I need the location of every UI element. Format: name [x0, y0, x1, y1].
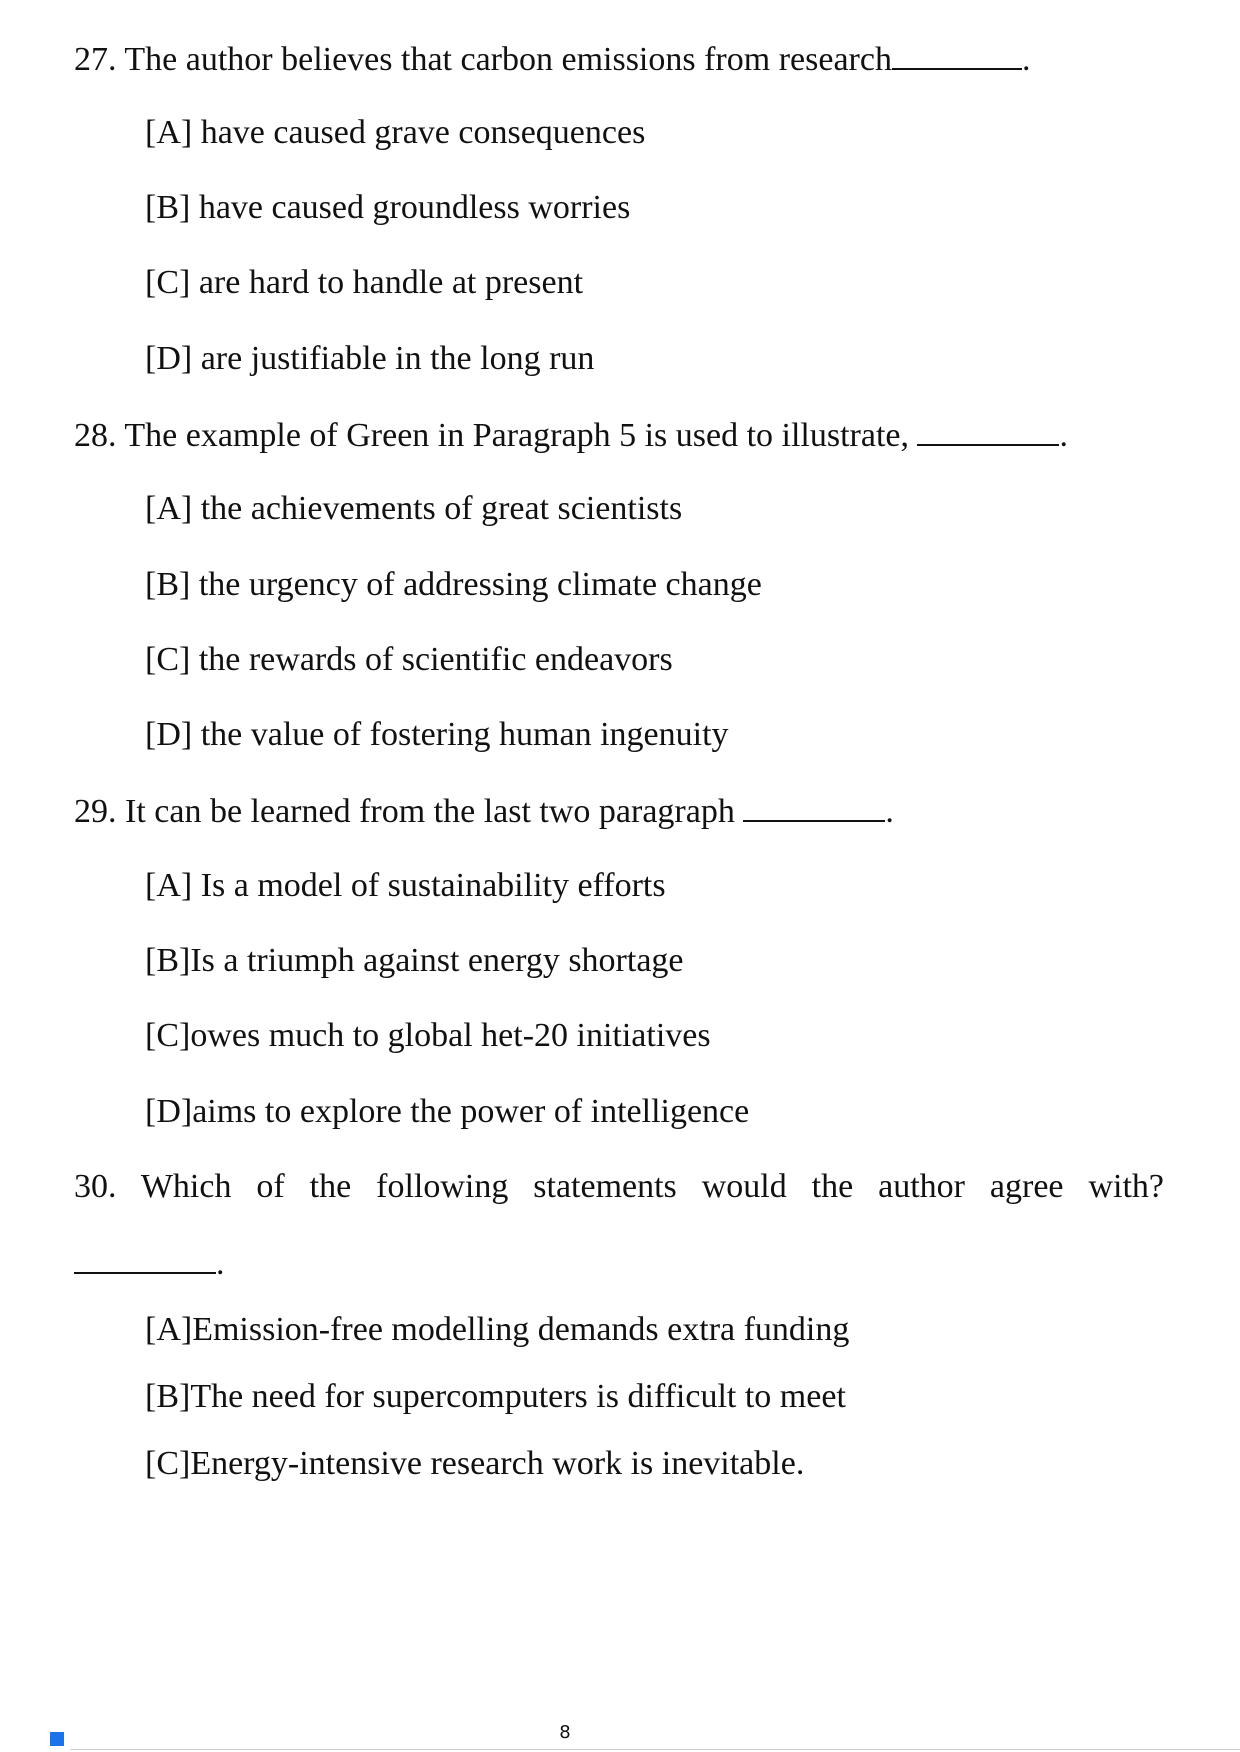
question-27-stem — [74, 38, 1030, 80]
answer-blank-27 — [892, 38, 1022, 70]
question-29-option-a: [A] Is a model of sustainability efforts — [145, 867, 666, 904]
question-27-option-a: [A] have caused grave consequences — [145, 114, 646, 151]
question-30-blank-line — [74, 1242, 225, 1284]
page-bottom-divider — [70, 1749, 1240, 1750]
answer-blank-30 — [74, 1242, 216, 1274]
question-28-option-a: [A] the achievements of great scientists — [145, 490, 683, 527]
question-28-option-b: [B] the urgency of addressing climate change — [145, 566, 762, 603]
question-28-text: 28. The example of Green in Paragraph 5 is used to illustrate, — [74, 417, 909, 454]
question-29-option-c: [C]owes much to global het-20 initiatives — [145, 1017, 711, 1054]
question-30-option-c: [C]Energy-intensive research work is inevitable. — [145, 1445, 805, 1482]
question-29-option-d: [D]aims to explore the power of intelligence — [145, 1093, 750, 1130]
answer-blank-29 — [743, 790, 885, 822]
question-27-option-d: [D] are justifiable in the long run — [145, 340, 595, 377]
question-30-option-a: [A]Emission-free modelling demands extra funding — [145, 1311, 850, 1348]
question-29-period: . — [885, 793, 894, 830]
question-27-text: 27. The author believes that carbon emissions from research — [74, 41, 892, 78]
question-29-stem — [74, 790, 894, 832]
question-27-period: . — [1021, 41, 1031, 78]
answer-blank-28 — [917, 414, 1059, 446]
question-30-stem: 30. Which of the following statements would the author agree with? — [74, 1168, 1164, 1205]
question-28-period: . — [1059, 417, 1068, 454]
question-27-option-b: [B] have caused groundless worries — [145, 189, 631, 226]
question-28-stem — [74, 414, 1068, 456]
question-30-period: . — [216, 1245, 225, 1282]
question-27-option-c: [C] are hard to handle at present — [145, 264, 584, 301]
question-28-option-c: [C] the rewards of scientific endeavors — [145, 641, 673, 678]
question-30-option-b: [B]The need for supercomputers is difficult to meet — [145, 1378, 846, 1415]
question-29-option-b: [B]Is a triumph against energy shortage — [145, 942, 684, 979]
page-number: 8 — [559, 1722, 571, 1743]
question-28-option-d: [D] the value of fostering human ingenuity — [145, 716, 729, 753]
question-29-text: 29. It can be learned from the last two paragraph — [74, 793, 735, 830]
